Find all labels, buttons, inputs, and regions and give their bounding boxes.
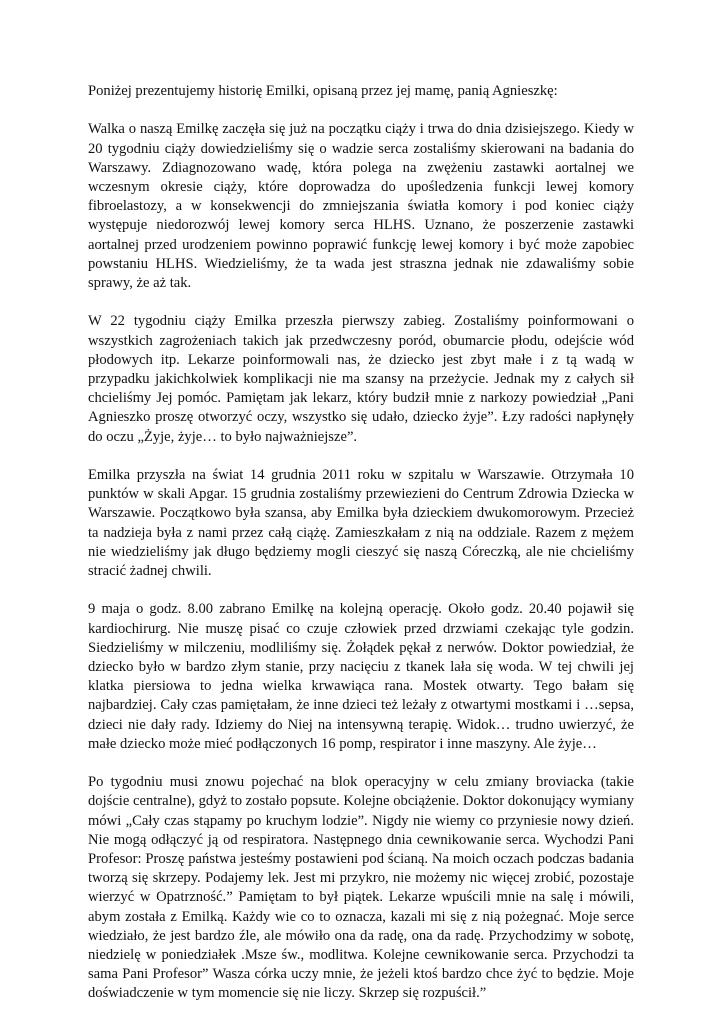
paragraph-diagnosis: Walka o naszą Emilkę zaczęła się już na początku ciąży i trwa do dnia dzisiejszego. Kiedy w 20 tygodniu ciąży dowiedzieliśmy się o wadzie serca zostaliśmy skierowani na badania do Warszawy. Zdiagnozowano wadę, która polega na zwężeniu zastawki aortalnej we wczesnym okresie ciąży, które doprowadza do upośledzenia funkcji lewej komory fibroelastozy, a w konsekwencji do zmniejszania światła komory i pod koniec ciąży występuje niedorozwój lewej komory serca HLHS. Uznano, że poszerzenie zastawki aortalnej przed urodzeniem powinno poprawić funkcję lewej komory i być może zapobiec powstaniu HLHS. Wiedzieliśmy, że ta wada jest straszna jednak nie zdawaliśmy sobie sprawy, że aż tak. [88, 121, 634, 292]
paragraph-birth: Emilka przyszła na świat 14 grudnia 2011 roku w szpitalu w Warszawie. Otrzymała 10 punktów w skali Apgar. 15 grudnia zostaliśmy przewiezieni do Centrum Zdrowia Dziecka w Warszawie. Początkowo była szansa, aby Emilka była dzieckiem dwukomorowym. Przecież ta nadzieja była z nami przez całą ciążę. Zamieszkałam z nią na oddziale. Razem z mężem nie wiedzieliśmy jak długo będziemy mogli cieszyć się naszą Córeczką, ale nie chcieliśmy stracić żadnej chwili. [88, 467, 634, 580]
paragraph-after-week: Po tygodniu musi znowu pojechać na blok operacyjny w celu zmiany broviacka (takie dojście centralne), gdyż to zostało popsute. Kolejne obciążenie. Doktor dokonujący wymiany mówi „Cały czas stąpamy po kruchym lodzie”. Nigdy nie wiemy co przyniesie nowy dzień. Nie mogą odłączyć ją od respiratora. Następnego dnia cewnikowanie serca. Wychodzi Pani Profesor: Proszę państwa jesteśmy postawieni pod ścianą. Na moich oczach podczas badania tworzą się skrzepy. Podajemy lek. Jest mi przykro, nie możemy nic więcej zrobić, pozostaje wierzyć w Opatrzność.” Pamiętam to był piątek. Lekarze wpuścili mnie na salę i mówili, abym została z Emilką. Każdy wie co to oznacza, kazali mi się z nią pożegnać. Moje serce wiedziało, że jest bardzo źle, ale mówiło ona da radę, ona da radę. Przychodzimy w sobotę, niedzielę w poniedziałek .Msze św., modlitwa. Kolejne cewnikowanie serca. Przychodzi ta sama Pani Profesor” Wasza córka uczy mnie, że jeżeli ktoś bardzo chce żyć to będzie. Moje doświadczenie w tym momencie się nie liczy. Skrzep się rozpuścił.” [88, 774, 634, 1002]
intro-line: Poniżej prezentujemy historię Emilki, opisaną przez jej mamę, panią Agnieszkę: [88, 83, 558, 99]
paragraph-first-procedure: W 22 tygodniu ciąży Emilka przeszła pierwszy zabieg. Zostaliśmy poinformowani o wszystkich zagrożeniach takich jak przedwczesny poród, obumarcie płodu, odejście wód płodowych itp. Lekarze poinformowali nas, że dziecko jest zbyt małe i z tą wadą w przypadku jakichkolwiek komplikacji nie ma szansy na przeżycie. Jednak my z całych sił chcieliśmy Jej pomóc. Pamiętam jak lekarz, który budził mnie z narkozy powiedział „Pani Agnieszko proszę otworzyć oczy, wszystko się udało, dziecko żyje”. Łzy radości napłynęły do oczu „Żyje, żyje… to było najważniejsze”. [88, 313, 634, 445]
paragraph-operation: 9 maja o godz. 8.00 zabrano Emilkę na kolejną operację. Około godz. 20.40 pojawił się kardiochirurg. Nie muszę pisać co czuje człowiek przed drzwiami czekając tyle godzin. Siedzieliśmy w milczeniu, modliliśmy się. Żołądek pękał z nerwów. Doktor powiedział, że dziecko było w bardzo złym stanie, przy nacięciu z tkanek lała się woda. W tej chwili jej klatka piersiowa to jedna wielka krwawiąca rana. Mostek otwarty. Tego bałam się najbardziej. Cały czas pamiętałam, że inne dzieci też leżały z otwartymi mostkami i …sepsa, dzieci nie dały rady. Idziemy do Niej na intensywną terapię. Widok… trudno uwierzyć, że małe dziecko może mieć podłączonych 16 pomp, respirator i inne maszyny. Ale żyje… [88, 601, 634, 752]
